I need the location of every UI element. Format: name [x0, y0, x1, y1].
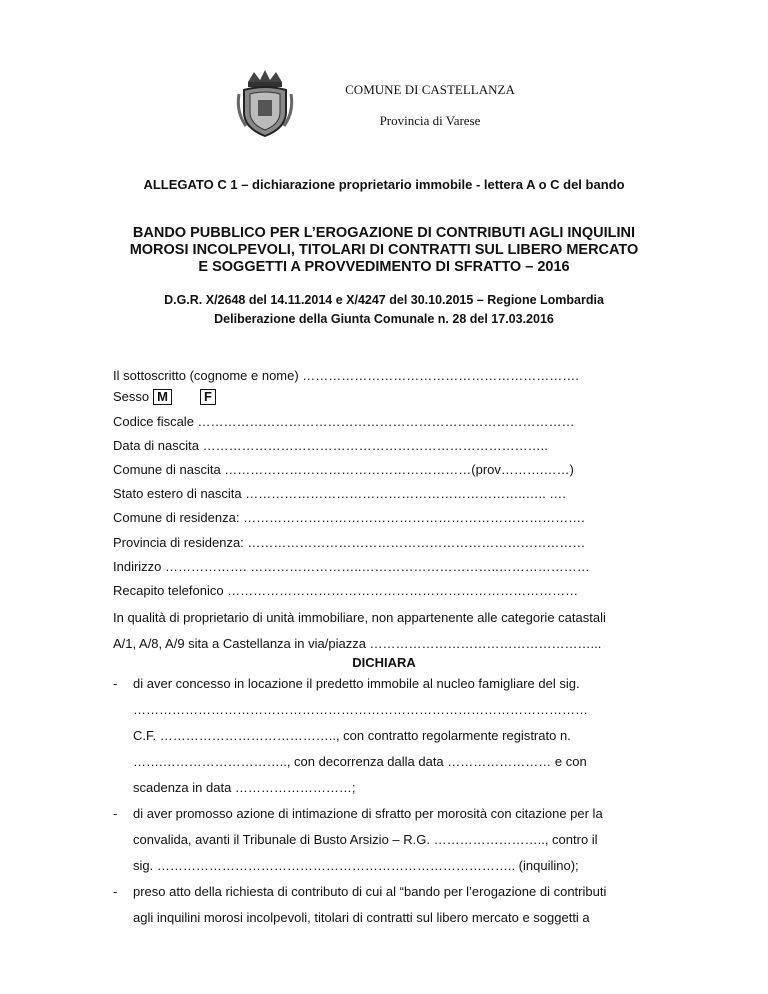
municipality-name: COMUNE DI CASTELLANZA: [345, 82, 515, 97]
field-indirizzo[interactable]: Indirizzo ………………. ……………………..…………………………..…………………: [113, 559, 590, 574]
item-line[interactable]: scadenza in data ………………………;: [133, 780, 356, 795]
declaration-item: [133, 801, 673, 879]
document-title: [80, 225, 688, 276]
item-line: di aver promosso azione di intimazione di sfratto per morosità con citazione per la: [133, 806, 603, 821]
sesso-f-checkbox[interactable]: F: [200, 389, 216, 405]
attachment-heading: ALLEGATO C 1 – dichiarazione proprietario immobile - lettera A o C del bando: [143, 177, 625, 192]
qualita-line: In qualità di proprietario di unità immobiliare, non appartenente alle categorie catastali: [113, 610, 606, 625]
dichiara-heading: DICHIARA: [352, 655, 416, 670]
field-comune-nascita[interactable]: Comune di nascita …………………………………………………(prov……….……): [113, 462, 574, 477]
field-comune-residenza[interactable]: Comune di residenza: …………………………………………………………………….: [113, 510, 585, 525]
declaration-item: [133, 671, 673, 801]
field-sesso: [113, 389, 673, 405]
title-line: MOROSI INCOLPEVOLI, TITOLARI DI CONTRATTI SUL LIBERO MERCATO: [129, 242, 639, 258]
qualita-paragraph: [113, 605, 673, 657]
title-line: E SOGGETTI A PROVVEDIMENTO DI SFRATTO – 2016: [198, 259, 570, 275]
dgr-line: D.G.R. X/2648 del 14.11.2014 e X/4247 del 30.10.2015 – Regione Lombardia: [164, 293, 604, 307]
deliberazione-line: Deliberazione della Giunta Comunale n. 28 del 17.03.2016: [214, 312, 554, 326]
qualita-line: A/1, A/8, A/9 sita a Castellanza in via/piazza ……………………………………………...: [113, 636, 602, 651]
sesso-m-checkbox[interactable]: M: [153, 389, 172, 405]
bullet-dash: -: [113, 884, 118, 899]
bullet-dash: -: [113, 806, 118, 821]
bullet-dash: -: [113, 676, 118, 691]
field-stato-estero[interactable]: Stato estero di nascita ………………………………………………………..….. ….: [113, 486, 566, 501]
item-line[interactable]: C.F. ………………………………….., con contratto regolarmente registrato n.: [133, 728, 571, 743]
field-sottoscritto[interactable]: Il sottoscritto (cognome e nome) ……………………………………………………….: [113, 368, 579, 383]
item-line[interactable]: sig. ……………………………………………………………………….. (inquilino);: [133, 858, 579, 873]
item-line[interactable]: ……………………………………………………………………………………………: [133, 702, 588, 717]
field-recapito[interactable]: Recapito telefonico ………………………………………………………………………: [113, 583, 579, 598]
sesso-label: Sesso: [113, 389, 150, 404]
item-line: di aver concesso in locazione il predetto immobile al nucleo famigliare del sig.: [133, 676, 580, 691]
item-line[interactable]: convalida, avanti il Tribunale di Busto Arsizio – R.G. …………………….., contro il: [133, 832, 598, 847]
item-line: preso atto della richiesta di contributo di cui al “bando per l’erogazione di contributi: [133, 884, 607, 899]
field-data-nascita[interactable]: Data di nascita ……………………………………………………………………..: [113, 438, 548, 453]
province-name: Provincia di Varese: [379, 113, 481, 128]
field-provincia-residenza[interactable]: Provincia di residenza: ……………………………………………………………………: [113, 535, 586, 550]
declaration-item: [133, 879, 673, 931]
title-line: BANDO PUBBLICO PER L’EROGAZIONE DI CONTRIBUTI AGLI INQUILINI: [132, 225, 636, 241]
field-codice-fiscale[interactable]: Codice fiscale ……………………………………………………………………………: [113, 414, 575, 429]
regulation-reference: [0, 291, 768, 329]
item-line[interactable]: …….……………………….., con decorrenza dalla data …………………… e con: [133, 754, 587, 769]
item-line: agli inquilini morosi incolpevoli, titolari di contratti sul libero mercato e soggetti a: [133, 910, 590, 925]
